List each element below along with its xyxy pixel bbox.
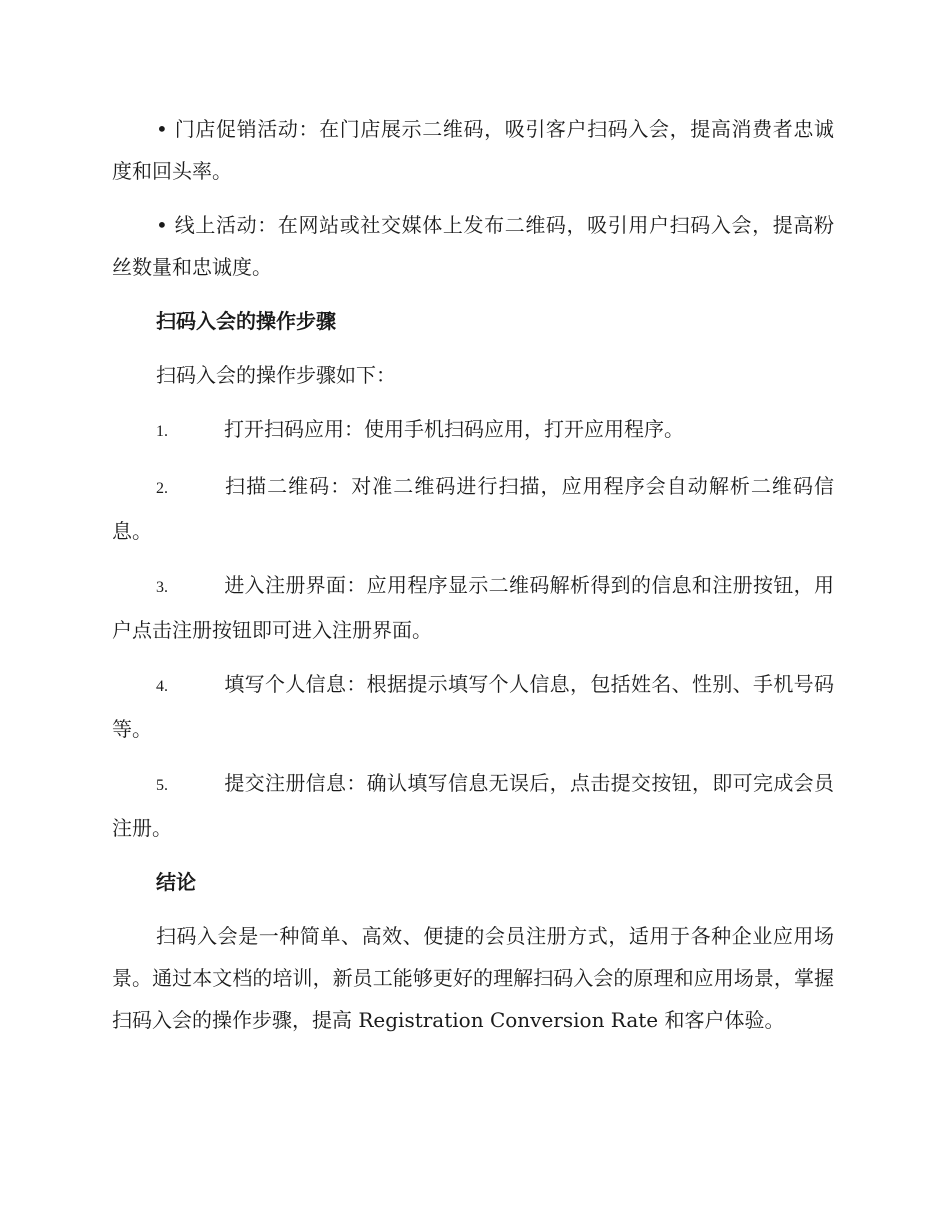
conclusion-text: 扫码入会是一种简单、高效、便捷的会员注册方式，适用于各种企业应用场景。通过本文档的培训，新员工能够更好的理解扫码入会的原理和应用场景，掌握扫码入会的操作步骤，提高 Registration Conversion Rate 和客户体验。 (112, 924, 834, 1032)
bullet-store-promotion: • 门店促销活动：在门店展示二维码，吸引客户扫码入会，提高消费者忠诚度和回头率。 (112, 117, 834, 183)
step-number: 1. (156, 423, 168, 440)
step-number: 3. (156, 579, 168, 596)
step-item (112, 465, 834, 552)
bullet-online-activity: • 线上活动：在网站或社交媒体上发布二维码，吸引用户扫码入会，提高粉丝数量和忠诚度。 (112, 213, 834, 279)
step-item (112, 408, 834, 453)
section-heading-steps: 扫码入会的操作步骤 (156, 309, 336, 333)
step-text: 打开扫码应用：使用手机扫码应用，打开应用程序。 (224, 417, 684, 441)
step-item (112, 564, 834, 651)
step-text: 扫描二维码：对准二维码进行扫描，应用程序会自动解析二维码信息。 (112, 474, 834, 543)
step-number: 2. (156, 480, 168, 497)
step-number: 4. (156, 678, 168, 695)
section-heading-conclusion: 结论 (156, 870, 196, 894)
step-text: 进入注册界面：应用程序显示二维码解析得到的信息和注册按钮，用户点击注册按钮即可进入注册界面。 (112, 573, 834, 642)
document-page (112, 108, 834, 1053)
step-number: 5. (156, 777, 168, 794)
steps-intro: 扫码入会的操作步骤如下： (156, 363, 396, 387)
step-item (112, 663, 834, 750)
step-text: 提交注册信息：确认填写信息无误后，点击提交按钮，即可完成会员注册。 (112, 771, 834, 840)
step-item (112, 762, 834, 849)
step-text: 填写个人信息：根据提示填写个人信息，包括姓名、性别、手机号码等。 (112, 672, 834, 741)
